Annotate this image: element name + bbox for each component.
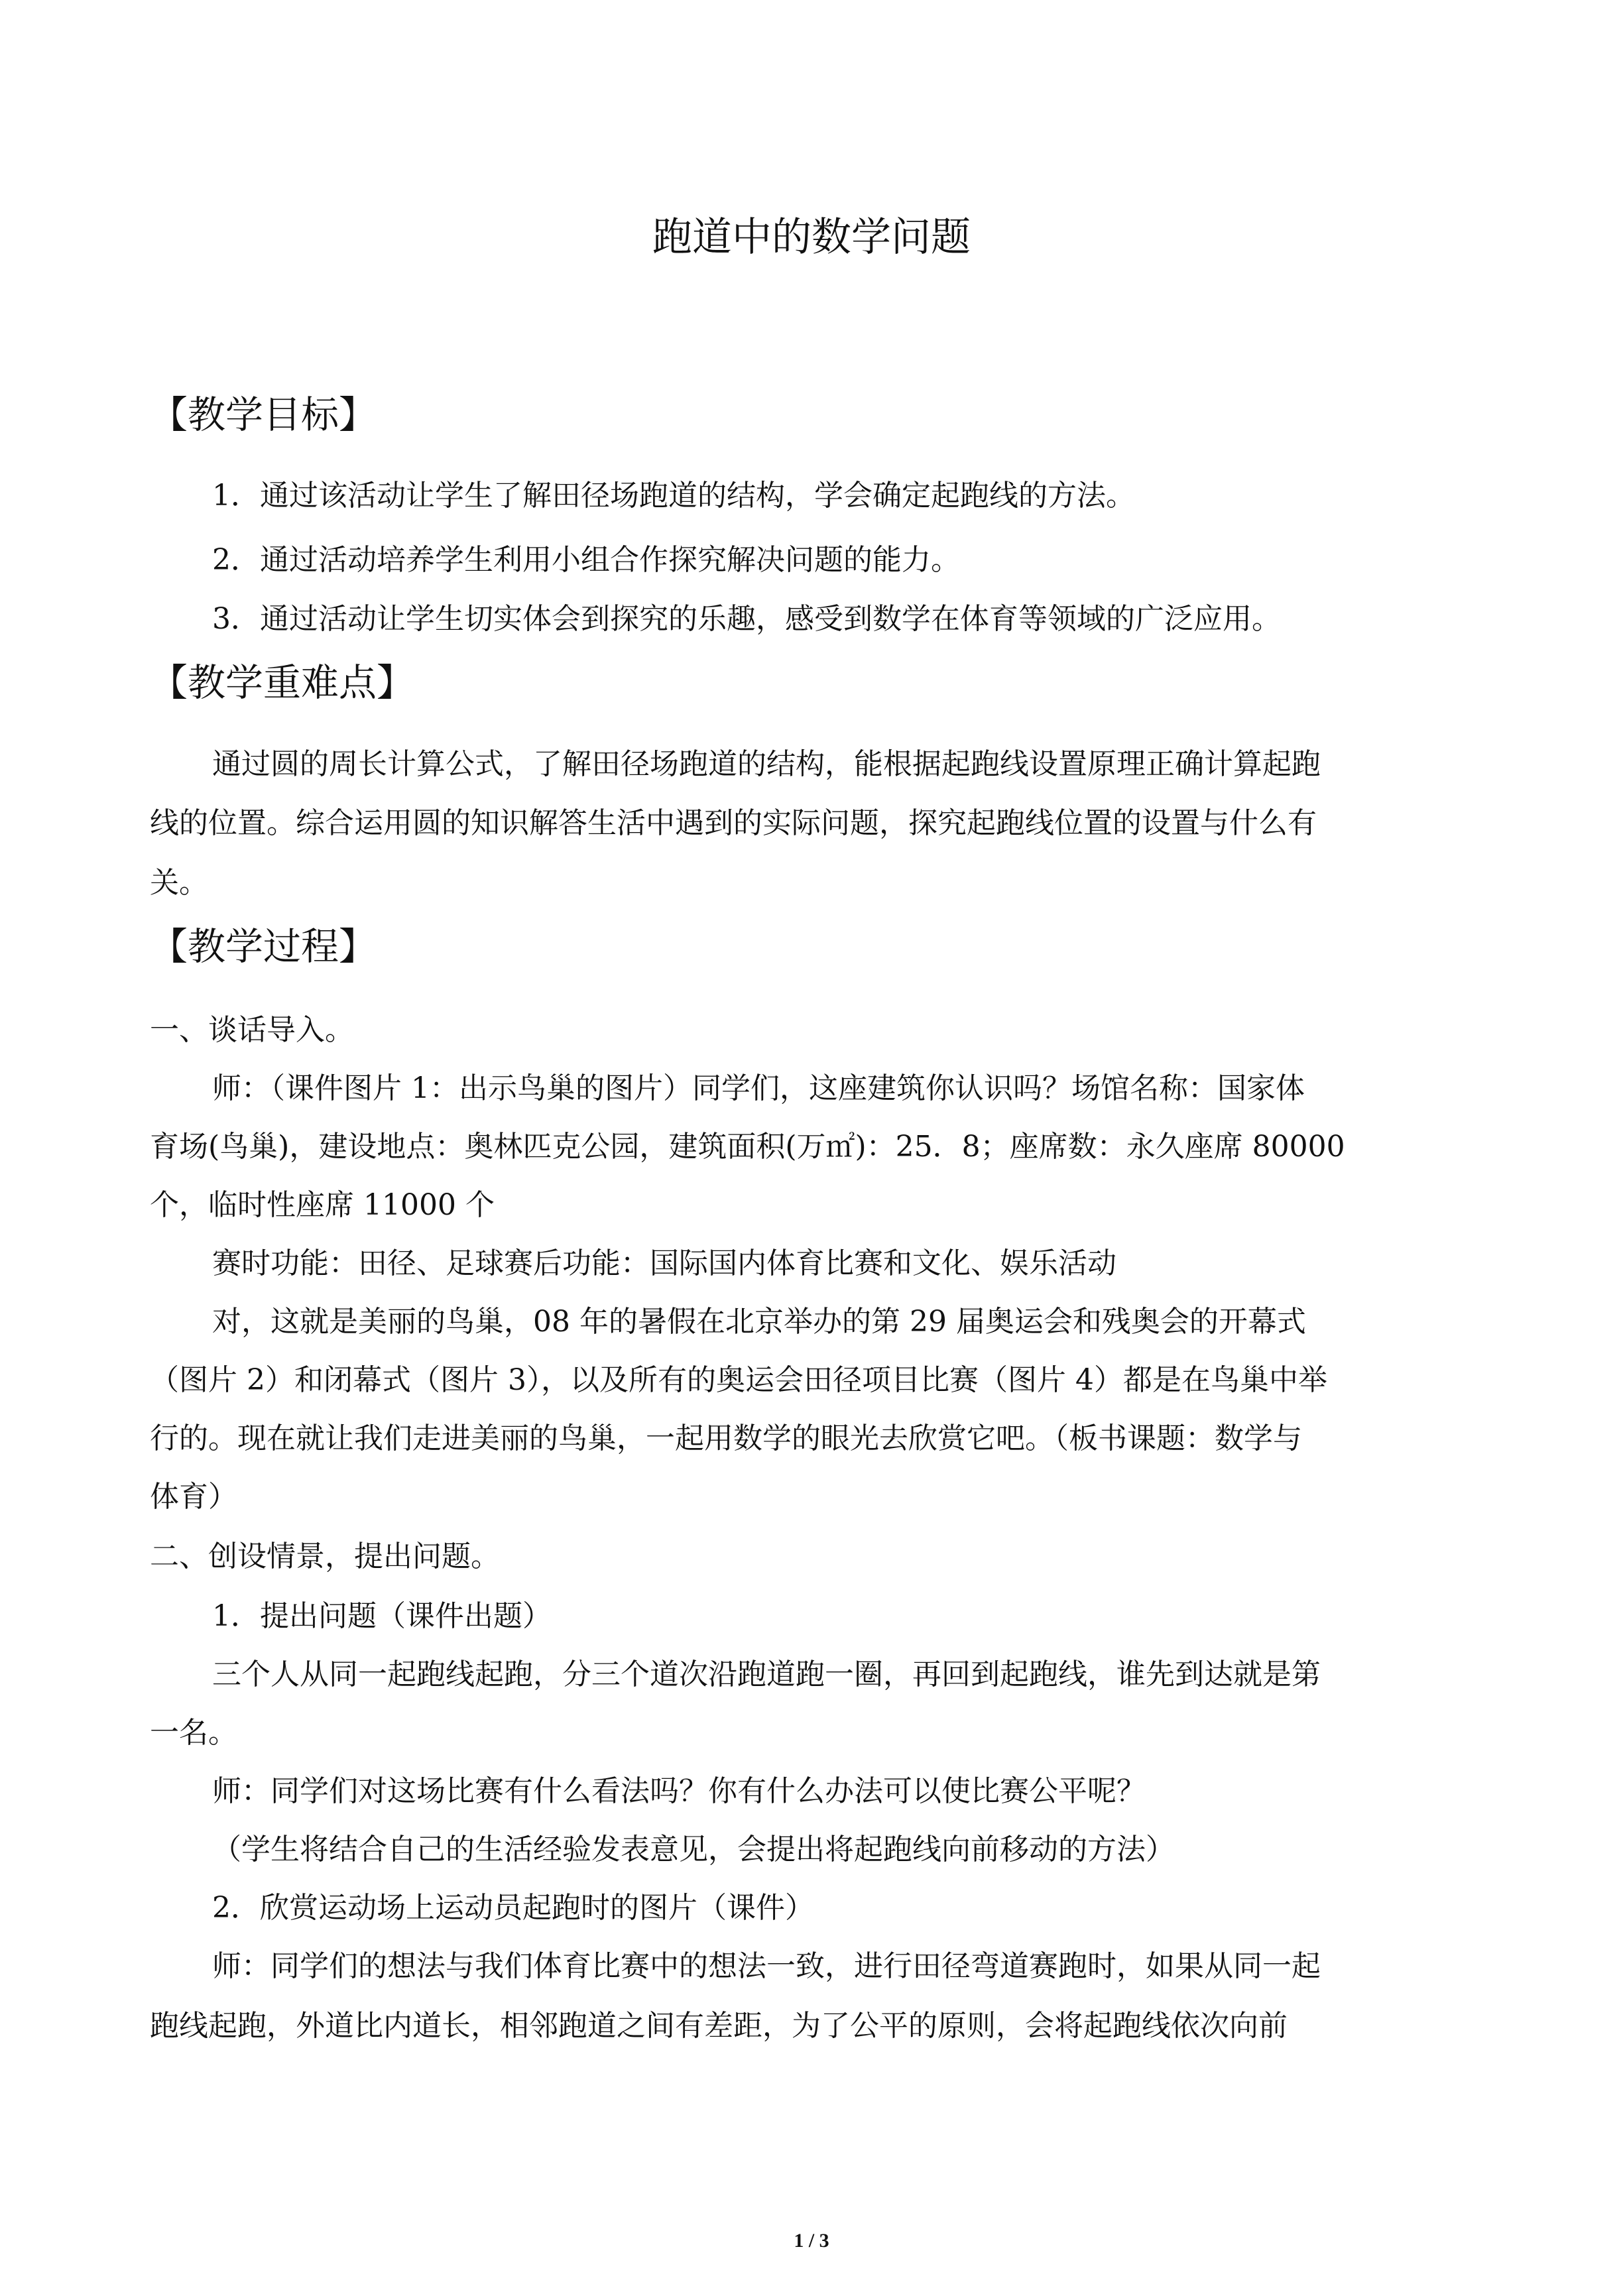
process-line: 一名。 <box>150 1716 237 1750</box>
process-line: 对，这就是美丽的鸟巢，08 年的暑假在北京举办的第 29 届奥运会和残奥会的开幕式 <box>212 1305 1306 1339</box>
process-line: 师：（课件图片 1：出示鸟巢的图片）同学们，这座建筑你认识吗？场馆名称：国家体 <box>212 1071 1305 1105</box>
process-line: 体育） <box>150 1480 237 1514</box>
key-points-line: 通过圆的周长计算公式，了解田径场跑道的结构，能根据起跑线设置原理正确计算起跑 <box>212 747 1321 781</box>
section-heading-process: 【教学过程】 <box>150 925 377 969</box>
process-line: 师：同学们对这场比赛有什么看法吗？你有什么办法可以使比赛公平呢？ <box>212 1774 1146 1808</box>
objective-line: 3．通过活动让学生切实体会到探究的乐趣，感受到数学在体育等领域的广泛应用。 <box>212 602 1281 636</box>
process-line: 赛时功能：田径、足球赛后功能：国际国内体育比赛和文化、娱乐活动 <box>212 1246 1116 1280</box>
process-line: 育场(鸟巢)，建设地点：奥林匹克公园，建筑面积(万㎡)：25．8；座席数：永久座席 80000 <box>150 1130 1345 1164</box>
objective-line: 2．通过活动培养学生利用小组合作探究解决问题的能力。 <box>212 543 960 577</box>
process-line: 二、创设情景，提出问题。 <box>150 1540 500 1573</box>
section-heading-objectives: 【教学目标】 <box>150 393 377 437</box>
section-heading-key-points: 【教学重难点】 <box>150 661 414 705</box>
process-line: 一、谈话导入。 <box>150 1013 354 1047</box>
key-points-line: 线的位置。综合运用圆的知识解答生活中遇到的实际问题，探究起跑线位置的设置与什么有 <box>150 806 1317 840</box>
process-line: 个，临时性座席 11000 个 <box>150 1188 495 1222</box>
process-line: 1．提出问题（课件出题） <box>212 1599 552 1633</box>
objective-line: 1．通过该活动让学生了解田径场跑道的结构，学会确定起跑线的方法。 <box>212 479 1135 513</box>
process-line: 三个人从同一起跑线起跑，分三个道次沿跑道跑一圈，再回到起跑线，谁先到达就是第 <box>212 1658 1321 1691</box>
process-line: 师：同学们的想法与我们体育比赛中的想法一致，进行田径弯道赛跑时，如果从同一起 <box>212 1949 1321 1983</box>
process-line: （图片 2）和闭幕式（图片 3），以及所有的奥运会田径项目比赛（图片 4）都是在鸟巢中举 <box>150 1363 1327 1397</box>
process-line: 跑线起跑，外道比内道长，相邻跑道之间有差距，为了公平的原则，会将起跑线依次向前 <box>150 2009 1288 2043</box>
process-line: （学生将结合自己的生活经验发表意见，会提出将起跑线向前移动的方法） <box>212 1833 1175 1866</box>
page-number: 1 / 3 <box>794 2230 829 2252</box>
process-line: 2．欣赏运动场上运动员起跑时的图片（课件） <box>212 1891 814 1925</box>
key-points-line: 关。 <box>150 866 208 900</box>
process-line: 行的。现在就让我们走进美丽的鸟巢，一起用数学的眼光去欣赏它吧。（板书课题：数学与 <box>150 1421 1302 1455</box>
document-title: 跑道中的数学问题 <box>652 214 971 261</box>
